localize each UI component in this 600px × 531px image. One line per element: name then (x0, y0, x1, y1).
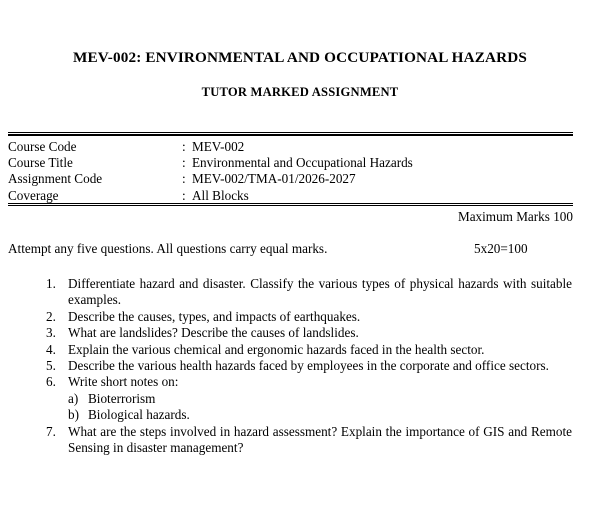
list-item (0, 424, 600, 457)
subitem-text: Biological hazards. (88, 407, 190, 423)
table-bottom-rule (8, 203, 573, 206)
list-item (0, 407, 600, 423)
list-item (0, 391, 600, 407)
subitem-text: Bioterrorism (88, 390, 156, 406)
list-item (0, 309, 600, 325)
subitem-label: a) (68, 390, 79, 406)
maximum-marks: Maximum Marks 100 (457, 209, 573, 224)
coverage-value: All Blocks (192, 187, 249, 203)
question-number: 3. (46, 325, 56, 341)
table-row (8, 139, 573, 155)
attempt-instruction: Attempt any five questions. All questions carry equal marks. (8, 241, 328, 256)
list-item (0, 325, 600, 341)
course-code-value: MEV-002 (192, 139, 245, 154)
colon-separator: : (182, 155, 186, 171)
list-item (0, 342, 600, 358)
marks-weightage: 5x20=100 (474, 241, 528, 256)
list-item (0, 358, 600, 374)
question-number: 1. (46, 276, 56, 291)
colon-separator: : (182, 139, 186, 154)
page-title: MEV-002: ENVIRONMENTAL AND OCCUPATIONAL HAZARDS (73, 49, 527, 66)
colon-separator: : (182, 171, 186, 187)
question-text: What are the steps involved in hazard assessment? Explain the importance of GIS and Remote Sensing in disaster management? (68, 423, 572, 456)
question-text: Describe the various health hazards faced by employees in the corporate and office sectors. (68, 358, 549, 374)
question-number: 5. (46, 358, 56, 374)
question-text: Differentiate hazard and disaster. Classify the various types of physical hazards with suitable examples. (68, 276, 572, 308)
question-sublist (0, 391, 600, 424)
list-item (0, 276, 600, 309)
assignment-code-label: Assignment Code (8, 171, 103, 187)
subitem-label: b) (68, 407, 79, 423)
course-code-label: Course Code (8, 139, 77, 154)
course-title-label: Course Title (8, 155, 73, 171)
question-text: Describe the causes, types, and impacts of earthquakes. (68, 308, 361, 324)
table-row (8, 155, 573, 171)
table-row (8, 188, 573, 204)
question-number: 7. (46, 423, 56, 439)
question-number: 6. (46, 374, 56, 390)
question-number: 2. (46, 308, 56, 324)
page-subtitle: TUTOR MARKED ASSIGNMENT (201, 85, 399, 99)
question-text: Explain the various chemical and ergonomic hazards faced in the health sector. (68, 341, 485, 357)
table-row (8, 171, 573, 187)
list-item (0, 374, 600, 390)
table-top-rule (8, 132, 573, 136)
course-title-value: Environmental and Occupational Hazards (192, 155, 413, 171)
question-text: What are landslides? Describe the causes of landslides. (68, 325, 359, 341)
colon-separator: : (182, 187, 186, 203)
question-number: 4. (46, 341, 56, 357)
coverage-label: Coverage (8, 187, 59, 203)
question-list (0, 276, 600, 456)
course-details-table (8, 139, 573, 204)
question-text: Write short notes on: (68, 374, 179, 390)
assignment-code-value: MEV-002/TMA-01/2026-2027 (192, 171, 356, 187)
